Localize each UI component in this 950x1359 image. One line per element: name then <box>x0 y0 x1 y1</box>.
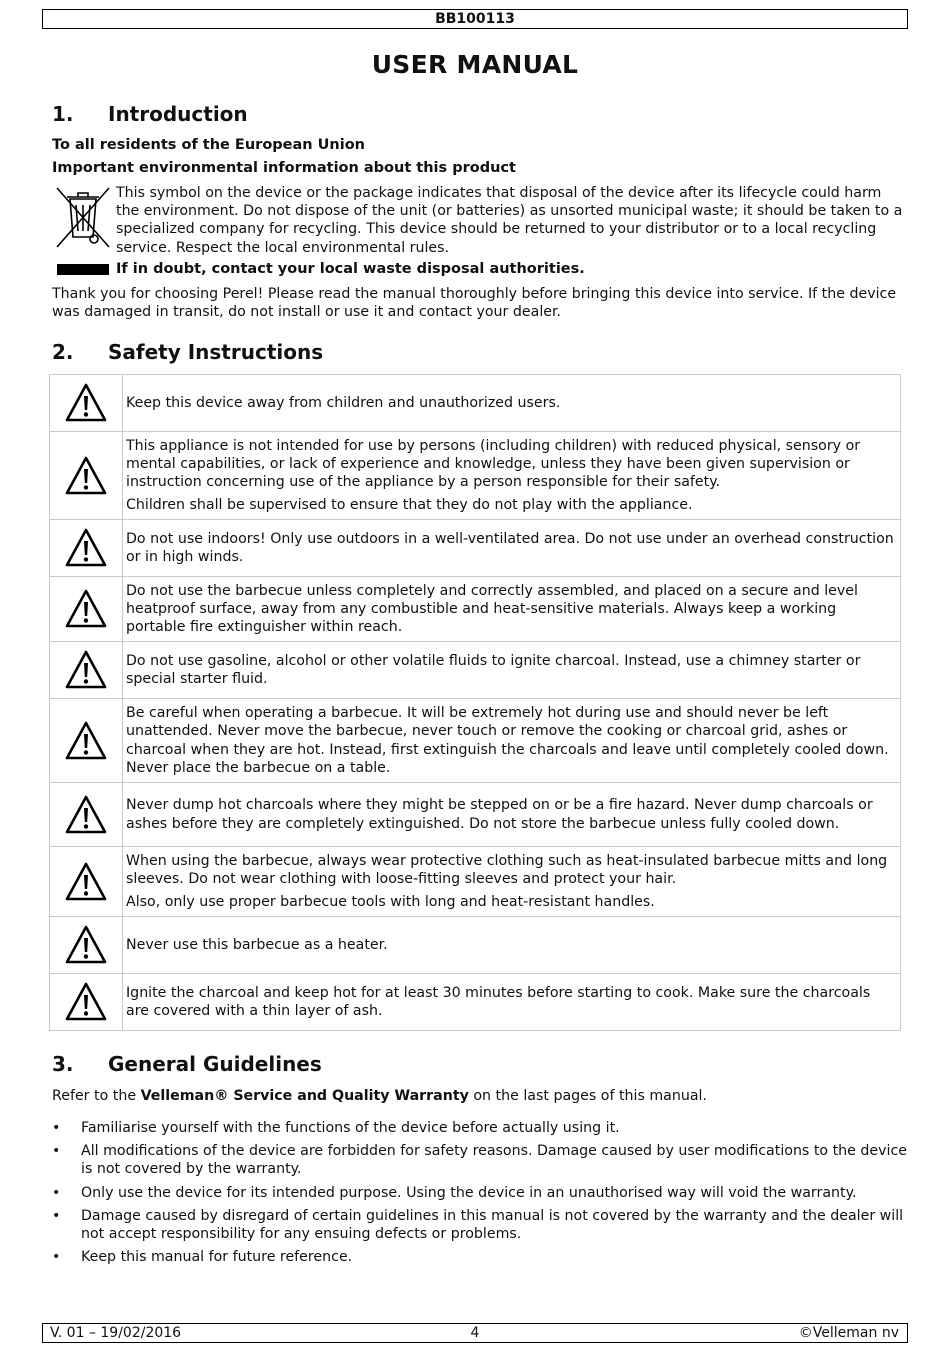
page-number: 4 <box>470 1325 480 1341</box>
eu-residents-line: To all residents of the European Union <box>52 137 365 153</box>
warranty-reference <box>52 1087 912 1105</box>
safety-row <box>50 917 901 974</box>
disposal-authorities-line: If in doubt, contact your local waste disposal authorities. <box>116 261 585 277</box>
safety-text <box>123 699 901 783</box>
safety-row <box>50 375 901 432</box>
safety-row <box>50 642 901 699</box>
list-item-text: Keep this manual for future reference. <box>81 1249 353 1266</box>
page-header <box>42 9 908 29</box>
weee-black-bar <box>57 264 109 275</box>
safety-text <box>123 432 901 520</box>
list-item <box>52 1248 908 1266</box>
safety-text <box>123 642 901 699</box>
safety-paragraph: Also, only use proper barbecue tools with long and heat-resistant handles. <box>126 894 655 911</box>
safety-instructions-table <box>49 374 901 1031</box>
safety-row <box>50 847 901 917</box>
list-item-text: Damage caused by disregard of certain guidelines in this manual is not covered by the warranty and the dealer will not accept responsibility for any ensuing defects or problems. <box>81 1207 904 1243</box>
warning-triangle-icon <box>50 783 123 847</box>
bullet-icon: • <box>52 1249 61 1266</box>
warning-triangle-icon <box>50 917 123 974</box>
warning-triangle-icon <box>50 699 123 783</box>
copyright: ©Velleman nv <box>798 1325 899 1341</box>
safety-paragraph: This appliance is not intended for use by persons (including children) with reduced physical, sensory or mental capabilities, or lack of experience and knowledge, unless they have been given supervision or instruction concerning use of the appliance by a person responsible for their safety. <box>126 437 861 490</box>
version-date: V. 01 – 19/02/2016 <box>50 1325 182 1341</box>
safety-text <box>123 974 901 1031</box>
warning-triangle-icon <box>50 432 123 520</box>
bullet-icon: • <box>52 1207 61 1224</box>
section-title: Introduction <box>108 102 248 126</box>
section-number: 3. <box>52 1052 74 1076</box>
list-item-text: Familiarise yourself with the functions of the device before actually using it. <box>81 1120 620 1136</box>
safety-text <box>123 577 901 642</box>
safety-row <box>50 699 901 783</box>
safety-paragraph: Be careful when operating a barbecue. It will be extremely hot during use and should never be left unattended. Never move the barbecue, never touch or remove the cooking or charcoal grid, ashes or charcoal when they are hot. Instead, first extinguish the charcoals and leave until completely cooled down. Never place the barbecue on a table. <box>126 705 889 776</box>
section-number: 2. <box>52 340 74 364</box>
safety-paragraph: Children shall be supervised to ensure that they do not play with the appliance. <box>126 497 693 514</box>
safety-row <box>50 974 901 1031</box>
safety-text <box>123 783 901 847</box>
safety-paragraph: Do not use indoors! Only use outdoors in a well-ventilated area. Do not use under an overhead construction or in high winds. <box>126 530 894 565</box>
warning-triangle-icon <box>50 974 123 1031</box>
safety-text <box>123 847 901 917</box>
safety-row <box>50 432 901 520</box>
safety-paragraph: Never dump hot charcoals where they might be stepped on or be a fire hazard. Never dump charcoals or ashes before they are completely extinguished. Do not store the barbecue unless fully cooled down. <box>126 797 873 832</box>
safety-paragraph: Do not use the barbecue unless completely and correctly assembled, and placed on a secure and level heatproof surface, away from any combustible and heat-sensitive materials. Always keep a working portable fire extinguisher within reach. <box>126 582 858 636</box>
safety-row <box>50 577 901 642</box>
safety-row <box>50 520 901 577</box>
safety-paragraph: When using the barbecue, always wear protective clothing such as heat-insulated barbecue mitts and long sleeves. Do not wear clothing with loose-fitting sleeves and protect your hair. <box>126 852 888 887</box>
list-item <box>52 1207 908 1243</box>
warning-triangle-icon <box>50 375 123 432</box>
bullet-icon: • <box>52 1120 61 1136</box>
warning-triangle-icon <box>50 577 123 642</box>
section-number: 1. <box>52 102 74 126</box>
page-footer <box>42 1323 908 1343</box>
safety-paragraph: Never use this barbecue as a heater. <box>126 936 388 953</box>
list-item <box>52 1119 908 1137</box>
safety-paragraph: Do not use gasoline, alcohol or other volatile fluids to ignite charcoal. Instead, use a chimney starter or special starter fluid. <box>126 652 861 687</box>
guidelines-list <box>52 1119 908 1271</box>
list-item-text: Only use the device for its intended purpose. Using the device in an unauthorised way will void the warranty. <box>81 1184 857 1201</box>
safety-text <box>123 520 901 577</box>
warning-triangle-icon <box>50 520 123 577</box>
warning-triangle-icon <box>50 642 123 699</box>
bullet-icon: • <box>52 1143 61 1160</box>
section-heading-guidelines <box>52 1052 322 1076</box>
section-heading-introduction <box>52 102 248 126</box>
disposal-symbol-text: This symbol on the device or the package indicates that disposal of the device after its lifecycle could harm the environment. Do not dispose of the unit (or batteries) as unsorted municipal waste; it should be taken to a specialized company for recycling. This device should be returned to your distributor or to a local recycling service. Respect the local environmental rules. <box>116 185 903 256</box>
section-heading-safety <box>52 340 323 364</box>
safety-row <box>50 783 901 847</box>
environmental-info-line: Important environmental information about this product <box>52 160 516 176</box>
section-title: General Guidelines <box>108 1052 322 1076</box>
product-code: BB100113 <box>435 11 515 27</box>
safety-paragraph: Ignite the charcoal and keep hot for at least 30 minutes before starting to cook. Make sure the charcoals are covered with a thin layer of ash. <box>126 984 871 1019</box>
list-item <box>52 1142 908 1178</box>
safety-text <box>123 917 901 974</box>
bullet-icon: • <box>52 1184 61 1201</box>
warranty-name: Velleman® Service and Quality Warranty <box>140 1088 469 1104</box>
document-title: USER MANUAL <box>371 50 579 79</box>
warranty-suffix: on the last pages of this manual. <box>468 1088 708 1104</box>
crossed-out-wheelie-bin-icon <box>54 185 112 251</box>
thank-you-paragraph: Thank you for choosing Perel! Please read the manual thoroughly before bringing this device into service. If the device was damaged in transit, do not install or use it and contact your dealer. <box>52 286 897 320</box>
warning-triangle-icon <box>50 847 123 917</box>
warranty-prefix: Refer to the <box>52 1088 141 1104</box>
list-item-text: All modifications of the device are forbidden for safety reasons. Damage caused by user modifications to the device is not covered by the warranty. <box>81 1143 907 1178</box>
section-title: Safety Instructions <box>108 340 324 364</box>
safety-paragraph: Keep this device away from children and unauthorized users. <box>126 394 561 411</box>
safety-text <box>123 375 901 432</box>
list-item <box>52 1184 908 1202</box>
